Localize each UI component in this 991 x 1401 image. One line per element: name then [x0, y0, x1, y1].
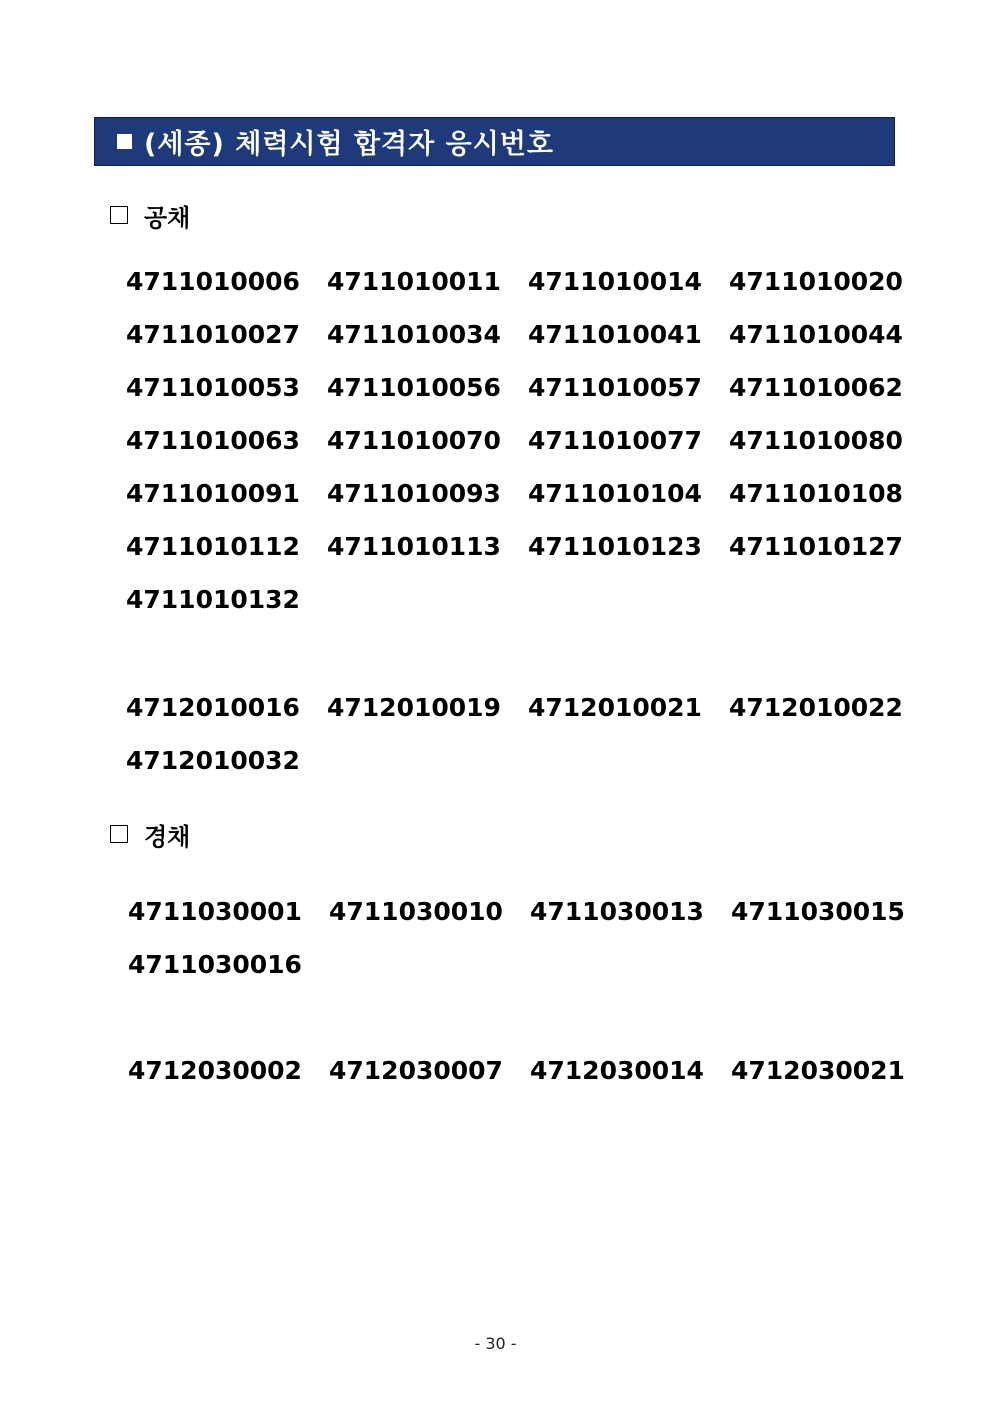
candidate-number: 4712010021 — [528, 693, 702, 722]
candidate-number: 4711010044 — [729, 320, 903, 349]
candidate-number: 4711010062 — [729, 373, 903, 402]
candidate-number: 4711010011 — [327, 267, 501, 296]
candidate-number: 4711010123 — [528, 532, 702, 561]
candidate-number: 4711010020 — [729, 267, 903, 296]
candidate-number: 4712030007 — [329, 1056, 503, 1085]
section-label: 공채 — [144, 203, 191, 232]
candidate-number: 4711010041 — [528, 320, 702, 349]
candidate-number: 4711010093 — [327, 479, 501, 508]
page-number: - 30 - — [474, 1334, 517, 1353]
candidate-number: 4711010027 — [126, 320, 300, 349]
candidate-number: 4711010132 — [126, 585, 300, 614]
candidate-number: 4711010056 — [327, 373, 501, 402]
number-list — [126, 681, 930, 787]
candidate-number: 4712010032 — [126, 746, 300, 775]
candidate-number: 4711010070 — [327, 426, 501, 455]
candidate-number: 4711010113 — [327, 532, 501, 561]
number-list — [126, 255, 930, 626]
candidate-number: 4711010053 — [126, 373, 300, 402]
candidate-number: 4711030015 — [731, 897, 905, 926]
candidate-number: 4711030013 — [530, 897, 704, 926]
candidate-number: 4712010019 — [327, 693, 501, 722]
candidate-number: 4712010022 — [729, 693, 903, 722]
candidate-number: 4711030016 — [128, 950, 302, 979]
candidate-number: 4711010091 — [126, 479, 300, 508]
candidate-number: 4711030010 — [329, 897, 503, 926]
candidate-number: 4712030002 — [128, 1056, 302, 1085]
candidate-number: 4711010057 — [528, 373, 702, 402]
empty-checkbox-icon — [110, 825, 128, 843]
candidate-number: 4711010014 — [528, 267, 702, 296]
section-label: 경채 — [144, 822, 191, 851]
candidate-number: 4711010112 — [126, 532, 300, 561]
candidate-number: 4711010127 — [729, 532, 903, 561]
section-title-bar — [94, 117, 895, 166]
candidate-number: 4711030001 — [128, 897, 302, 926]
square-bullet-icon — [117, 134, 132, 149]
candidate-number: 4712030014 — [530, 1056, 704, 1085]
candidate-number: 4712010016 — [126, 693, 300, 722]
empty-checkbox-icon — [110, 206, 128, 224]
section-header-gyeongchae — [110, 819, 190, 849]
number-list — [128, 1044, 932, 1097]
candidate-number: 4711010077 — [528, 426, 702, 455]
candidate-number: 4711010006 — [126, 267, 300, 296]
number-list — [128, 885, 932, 991]
candidate-number: 4711010108 — [729, 479, 903, 508]
candidate-number: 4711010104 — [528, 479, 702, 508]
section-header-gongchae — [110, 200, 190, 230]
candidate-number: 4711010063 — [126, 426, 300, 455]
candidate-number: 4712030021 — [731, 1056, 905, 1085]
candidate-number: 4711010034 — [327, 320, 501, 349]
candidate-number: 4711010080 — [729, 426, 903, 455]
page-title: (세종) 체력시험 합격자 응시번호 — [144, 129, 554, 160]
